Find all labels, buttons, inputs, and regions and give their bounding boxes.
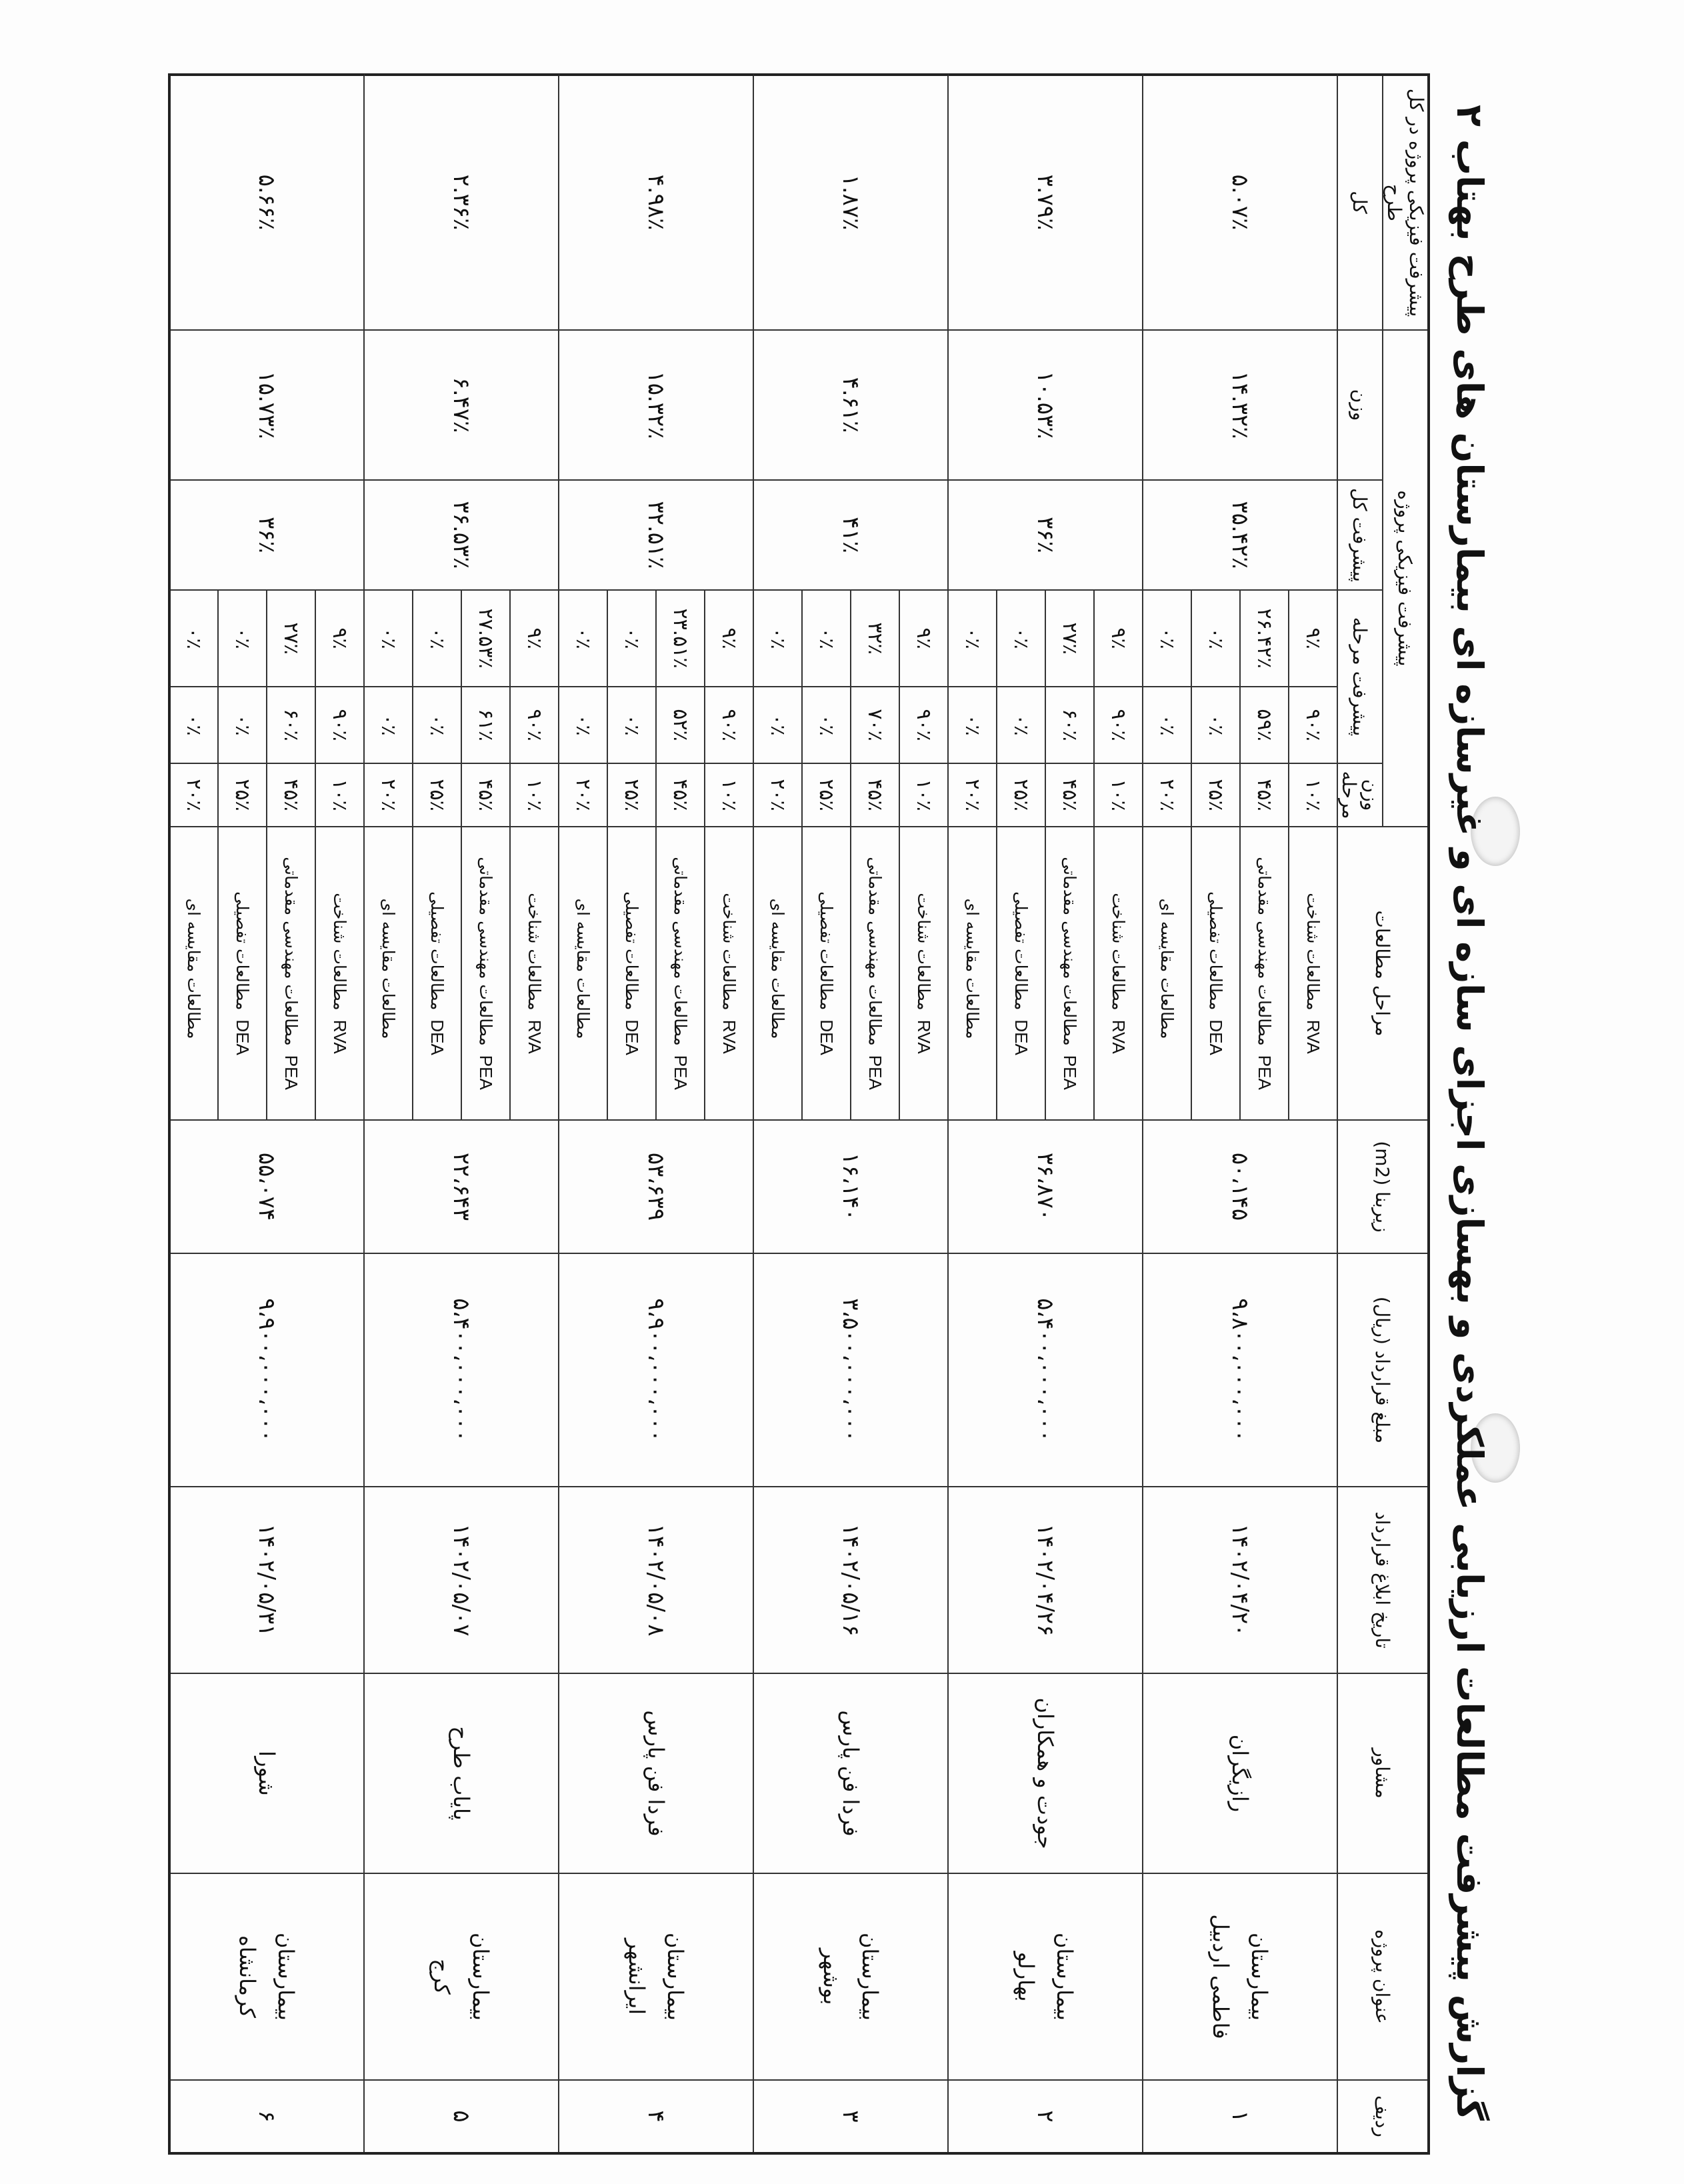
stage-name [997, 827, 1045, 1120]
stage-name [753, 827, 802, 1120]
stage-step-progress: ۰٪ [218, 687, 267, 763]
total-progress: ۳۶٪ [169, 480, 364, 590]
consultant-name: فردا فن پارس [753, 1673, 948, 1873]
stage-weighted-progress: ۲۷٪ [267, 590, 315, 687]
stage-step-progress: ۰٪ [1191, 687, 1240, 763]
stage-weight: ۲۰٪ [364, 763, 413, 827]
stage-label: مطالعات تفصیلی [1206, 891, 1225, 1011]
stage-code: PEA [476, 1055, 496, 1090]
stage-weight: ۱۰٪ [1094, 763, 1143, 827]
project-line: بهارلو [1013, 1951, 1039, 2002]
project-weight: ۱۴.۳۲٪ [1143, 330, 1337, 480]
stage-weighted-progress: ۰٪ [802, 590, 851, 687]
stage-code: RVA [914, 1019, 934, 1054]
stage-weight: ۴۵٪ [461, 763, 510, 827]
project-title [948, 1873, 1143, 2080]
stage-weighted-progress: ۰٪ [559, 590, 607, 687]
project-title [1143, 1873, 1337, 2080]
contract-amount: ۳،۵۰۰،۰۰۰،۰۰۰ [753, 1253, 948, 1487]
stage-weighted-progress: ۹٪ [705, 590, 753, 687]
stage-label: مطالعات مهندسی مقدماتی [281, 857, 301, 1046]
overall-progress: ۵.۶۶٪ [169, 75, 364, 330]
floor-area: ۲۲،۶۴۳ [364, 1120, 559, 1253]
project-line: کرمانشاه [235, 1935, 261, 2018]
stage-weight: ۲۵٪ [1191, 763, 1240, 827]
stage-step-progress: ۰٪ [364, 687, 413, 763]
stage-name [1045, 827, 1094, 1120]
project-line: فاطمی اردبیل [1208, 1914, 1233, 2039]
table-row [510, 75, 559, 2153]
project-weight: ۱۵.۷۳٪ [169, 330, 364, 480]
stage-code: PEA [671, 1055, 691, 1090]
stage-step-progress: ۰٪ [802, 687, 851, 763]
project-line: ایرانشهر [624, 1938, 649, 2015]
stage-weight: ۱۰٪ [705, 763, 753, 827]
row-number: ۵ [364, 2080, 559, 2153]
contract-amount: ۹،۹۰۰،۰۰۰،۰۰۰ [169, 1253, 364, 1487]
rotated-report [175, 73, 1509, 2152]
stage-step-progress: ۵۲٪ [656, 687, 705, 763]
stage-name [1240, 827, 1289, 1120]
consultant-name: فردا فن پارس [559, 1673, 753, 1873]
stage-weighted-progress: ۲۶.۴۲٪ [1240, 590, 1289, 687]
stage-weight: ۴۵٪ [1045, 763, 1094, 827]
contract-amount: ۵،۴۰۰،۰۰۰،۰۰۰ [948, 1253, 1143, 1487]
stage-weight: ۴۵٪ [1240, 763, 1289, 827]
stage-code: DEA [622, 1019, 642, 1055]
stage-name [1289, 827, 1337, 1120]
stage-weighted-progress: ۰٪ [997, 590, 1045, 687]
stage-label: مطالعات شناخت [1109, 893, 1128, 1011]
overall-progress: ۱.۸۷٪ [753, 75, 948, 330]
project-weight: ۱۵.۳۲٪ [559, 330, 753, 480]
stage-code: RVA [1303, 1019, 1323, 1054]
stage-label: مطالعات مقایسه ای [963, 898, 982, 1039]
stage-weighted-progress: ۰٪ [364, 590, 413, 687]
contract-date: ۱۴۰۲/۰۵/۳۱ [169, 1487, 364, 1673]
stage-name [364, 827, 413, 1120]
stage-step-progress: ۶۰٪ [1045, 687, 1094, 763]
stage-weight: ۲۵٪ [607, 763, 656, 827]
overall-progress: ۴.۹۸٪ [559, 75, 753, 330]
overall-progress: ۲.۳۶٪ [364, 75, 559, 330]
project-line: بیمارستان [273, 1933, 299, 2021]
stage-weighted-progress: ۹٪ [315, 590, 364, 687]
row-number: ۳ [753, 2080, 948, 2153]
stage-step-progress: ۰٪ [1143, 687, 1191, 763]
project-title [559, 1873, 753, 2080]
row-number: ۲ [948, 2080, 1143, 2153]
total-progress: ۳۶٪ [948, 480, 1143, 590]
stage-code: RVA [525, 1019, 545, 1054]
contract-date: ۱۴۰۲/۰۵/۱۶ [753, 1487, 948, 1673]
row-number: ۱ [1143, 2080, 1337, 2153]
contract-date: ۱۴۰۲/۰۴/۲۶ [948, 1487, 1143, 1673]
project-line: بیمارستان [1052, 1933, 1077, 2021]
stage-weighted-progress: ۲۷.۵۳٪ [461, 590, 510, 687]
stage-weight: ۱۰٪ [899, 763, 948, 827]
stage-step-progress: ۰٪ [169, 687, 218, 763]
stage-step-progress: ۰٪ [413, 687, 461, 763]
stage-step-progress: ۵۹٪ [1240, 687, 1289, 763]
total-progress: ۳۲.۵۱٪ [559, 480, 753, 590]
project-line: بیمارستان [857, 1933, 883, 2021]
stage-label: مطالعات مقایسه ای [184, 898, 204, 1039]
header-amount: مبلغ قرارداد (ریال) [1337, 1253, 1429, 1487]
stage-code: RVA [330, 1019, 350, 1054]
stage-weighted-progress: ۲۷٪ [1045, 590, 1094, 687]
stage-name [461, 827, 510, 1120]
header-area: زیربنا (m2) [1337, 1120, 1429, 1253]
stage-weighted-progress: ۰٪ [169, 590, 218, 687]
header-stages: مراحل مطالعات [1337, 827, 1429, 1120]
stage-weight: ۴۵٪ [267, 763, 315, 827]
stage-weighted-progress: ۰٪ [753, 590, 802, 687]
stage-step-progress: ۹۰٪ [705, 687, 753, 763]
stage-label: مطالعات مقایسه ای [768, 898, 787, 1039]
stage-weight: ۴۵٪ [656, 763, 705, 827]
stage-label: مطالعات مقایسه ای [573, 898, 593, 1039]
stage-step-progress: ۷۰٪ [851, 687, 899, 763]
table-row [899, 75, 948, 2153]
stage-weight: ۲۰٪ [753, 763, 802, 827]
stage-label: مطالعات مهندسی مقدماتی [1255, 857, 1274, 1046]
contract-amount: ۹،۹۰۰،۰۰۰،۰۰۰ [559, 1253, 753, 1487]
stage-code: PEA [865, 1055, 885, 1090]
stage-weighted-progress: ۰٪ [413, 590, 461, 687]
stage-weighted-progress: ۰٪ [607, 590, 656, 687]
project-weight: ۶.۴۷٪ [364, 330, 559, 480]
stage-label: مطالعات مهندسی مقدماتی [476, 857, 495, 1046]
project-line: بیمارستان [1247, 1933, 1272, 2021]
table-body [169, 75, 1337, 2153]
stage-label: مطالعات شناخت [719, 893, 739, 1011]
project-weight: ۴.۶۱٪ [753, 330, 948, 480]
contract-date: ۱۴۰۲/۰۵/۰۸ [559, 1487, 753, 1673]
header-project: عنوان پروژه [1337, 1873, 1429, 2080]
header-row: ردیف [1337, 2080, 1429, 2153]
stage-code: DEA [1206, 1019, 1226, 1055]
stage-weight: ۲۰٪ [948, 763, 997, 827]
stage-step-progress: ۶۱٪ [461, 687, 510, 763]
stage-weighted-progress: ۹٪ [1289, 590, 1337, 687]
stage-name [1191, 827, 1240, 1120]
header-overall-group: پیشرفت فیزیکی پروژه در کل طرح [1383, 75, 1429, 330]
stage-weighted-progress: ۰٪ [1143, 590, 1191, 687]
table-row [1289, 75, 1337, 2153]
total-progress: ۳۶.۵۳٪ [364, 480, 559, 590]
header-total-progress: پیشرفت کل [1337, 480, 1383, 590]
overall-progress: ۵.۰۷٪ [1143, 75, 1337, 330]
contract-date: ۱۴۰۲/۰۵/۰۷ [364, 1487, 559, 1673]
contract-date: ۱۴۰۲/۰۴/۲۰ [1143, 1487, 1337, 1673]
stage-name [510, 827, 559, 1120]
consultant-name: رازیگران [1143, 1673, 1337, 1873]
stage-step-progress: ۹۰٪ [510, 687, 559, 763]
report-title: گزارش پیشرفت مطالعات ارزیابی عملکردی و بهسازی اجزای سازه ای و غیرسازه ای بیمارستان های طرح بهتاب ۲ [1449, 105, 1491, 2121]
stage-step-progress: ۹۰٪ [1289, 687, 1337, 763]
header-date: تاریخ ابلاغ قرارداد [1337, 1487, 1429, 1673]
stage-weight: ۲۰٪ [169, 763, 218, 827]
floor-area: ۱۶،۱۴۰ [753, 1120, 948, 1253]
project-line: بیمارستان [468, 1933, 493, 2021]
stage-label: مطالعات تفصیلی [427, 891, 447, 1011]
floor-area: ۳۶،۸۷۰ [948, 1120, 1143, 1253]
stage-label: مطالعات مهندسی مقدماتی [671, 857, 690, 1046]
stage-name [851, 827, 899, 1120]
stage-code: PEA [281, 1055, 301, 1090]
stage-code: DEA [233, 1019, 253, 1055]
stage-label: مطالعات شناخت [1303, 893, 1323, 1011]
project-line: کرج [429, 1959, 455, 1995]
stage-weighted-progress: ۹٪ [899, 590, 948, 687]
stage-step-progress: ۹۰٪ [899, 687, 948, 763]
stage-step-progress: ۰٪ [997, 687, 1045, 763]
stage-weighted-progress: ۰٪ [948, 590, 997, 687]
stage-code: RVA [719, 1019, 739, 1054]
total-progress: ۳۵.۴۲٪ [1143, 480, 1337, 590]
stage-label: مطالعات شناخت [330, 893, 349, 1011]
stage-weight: ۲۵٪ [413, 763, 461, 827]
header-physical-group: پیشرفت فیزیکی پروژه [1383, 330, 1429, 827]
stage-name [315, 827, 364, 1120]
stage-name [705, 827, 753, 1120]
stage-label: مطالعات مقایسه ای [379, 898, 398, 1039]
header-stage-progress: پیشرفت مرحله [1337, 590, 1383, 763]
stage-label: مطالعات شناخت [525, 893, 544, 1011]
stage-step-progress: ۹۰٪ [1094, 687, 1143, 763]
stage-label: مطالعات مقایسه ای [1157, 898, 1177, 1039]
stage-label: مطالعات شناخت [914, 893, 933, 1011]
row-number: ۶ [169, 2080, 364, 2153]
contract-amount: ۵،۴۰۰،۰۰۰،۰۰۰ [364, 1253, 559, 1487]
stage-weight: ۱۰٪ [1289, 763, 1337, 827]
total-progress: ۴۱٪ [753, 480, 948, 590]
stage-code: PEA [1060, 1055, 1080, 1090]
stage-name [607, 827, 656, 1120]
stage-label: مطالعات مهندسی مقدماتی [1060, 857, 1079, 1046]
stage-weight: ۲۵٪ [802, 763, 851, 827]
stage-weight: ۲۰٪ [559, 763, 607, 827]
stage-name [656, 827, 705, 1120]
project-line: بیمارستان [663, 1933, 688, 2021]
stage-name [899, 827, 948, 1120]
table-row [705, 75, 753, 2153]
consultant-name: شورا [169, 1673, 364, 1873]
stage-weighted-progress: ۳۲٪ [851, 590, 899, 687]
stage-name [267, 827, 315, 1120]
stage-weighted-progress: ۰٪ [218, 590, 267, 687]
stage-weight: ۴۵٪ [851, 763, 899, 827]
project-title [364, 1873, 559, 2080]
overall-progress: ۳.۷۹٪ [948, 75, 1143, 330]
stage-step-progress: ۹۰٪ [315, 687, 364, 763]
stage-name [169, 827, 218, 1120]
stage-step-progress: ۰٪ [607, 687, 656, 763]
stage-name [948, 827, 997, 1120]
progress-table [168, 73, 1430, 2155]
stage-name [1143, 827, 1191, 1120]
project-title [169, 1873, 364, 2080]
stage-weight: ۱۰٪ [510, 763, 559, 827]
stage-weight: ۲۵٪ [218, 763, 267, 827]
consultant-name: جودت و همکاران [948, 1673, 1143, 1873]
stage-name [1094, 827, 1143, 1120]
stage-weighted-progress: ۰٪ [1191, 590, 1240, 687]
stage-step-progress: ۶۰٪ [267, 687, 315, 763]
stage-code: DEA [427, 1019, 447, 1055]
stage-name [218, 827, 267, 1120]
stage-code: DEA [817, 1019, 837, 1055]
stage-label: مطالعات تفصیلی [622, 891, 641, 1011]
stage-name [802, 827, 851, 1120]
stage-name [413, 827, 461, 1120]
stage-weight: ۲۰٪ [1143, 763, 1191, 827]
stage-step-progress: ۰٪ [948, 687, 997, 763]
stage-label: مطالعات تفصیلی [1011, 891, 1031, 1011]
table-row [1094, 75, 1143, 2153]
header-consultant: مشاور [1337, 1673, 1429, 1873]
header-stage-weight: وزن مرحله [1337, 763, 1383, 827]
stage-weight: ۱۰٪ [315, 763, 364, 827]
header-weight: وزن [1337, 330, 1383, 480]
stage-code: RVA [1109, 1019, 1129, 1054]
project-line: بوشهر [819, 1948, 844, 2005]
project-title [753, 1873, 948, 2080]
contract-amount: ۹،۸۰۰،۰۰۰،۰۰۰ [1143, 1253, 1337, 1487]
stage-weighted-progress: ۹٪ [1094, 590, 1143, 687]
floor-area: ۵۰،۱۴۵ [1143, 1120, 1337, 1253]
consultant-name: پایاب طرح [364, 1673, 559, 1873]
floor-area: ۵۳،۶۳۹ [559, 1120, 753, 1253]
header-overall: کل [1337, 75, 1383, 330]
stage-step-progress: ۰٪ [753, 687, 802, 763]
floor-area: ۵۵،۰۷۴ [169, 1120, 364, 1253]
stage-step-progress: ۰٪ [559, 687, 607, 763]
project-weight: ۱۰.۵۳٪ [948, 330, 1143, 480]
stage-label: مطالعات تفصیلی [233, 891, 252, 1011]
stage-code: PEA [1255, 1055, 1275, 1090]
table-row [315, 75, 364, 2153]
stage-weight: ۲۵٪ [997, 763, 1045, 827]
stage-name [559, 827, 607, 1120]
stage-code: DEA [1011, 1019, 1031, 1055]
row-number: ۴ [559, 2080, 753, 2153]
stage-weighted-progress: ۲۳.۵۱٪ [656, 590, 705, 687]
stage-label: مطالعات مهندسی مقدماتی [865, 857, 885, 1046]
stage-weighted-progress: ۹٪ [510, 590, 559, 687]
stage-label: مطالعات تفصیلی [817, 891, 836, 1011]
